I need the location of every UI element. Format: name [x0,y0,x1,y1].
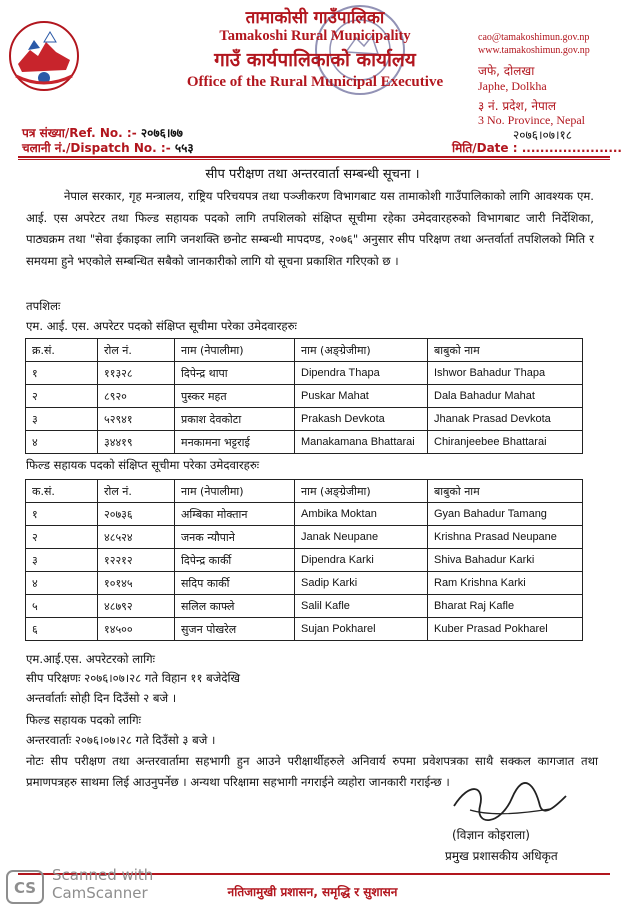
mis-interview-time: अन्तर्वार्ताः सोही दिन दिउँसो २ बजे । [26,691,177,705]
field-interview-time: अन्तरवार्ताः २०७६।०७।२८ गते दिउँसो ३ बजे । [26,733,216,747]
header-english-office: Office of the Rural Municipal Executive [186,74,444,90]
notice-body-paragraph: नेपाल सरकार, गृह मन्त्रालय, राष्ट्रिय परिचयपत्र तथा पञ्जीकरण विभागबाट यस तामाकोशी गाउँपालिकाको लागि आवश्यक एम. आई. एस अपरेटर तथा फिल्ड सहायक पदको लागि तपशिलको संक्षिप्त सूचीमा रहेका उमेदवारहरुको विभागबाट जारी निर्देशिका, पाठ्यक्रम तथा "सेवा ईकाइका लागि जनशक्ति छनोट सम्बन्धी मापदण्ड, २०७६" अनुसार सीप परिक्षण तथा अन्तर्वार्ता तपशिलको मिति र समयमा हुने भएकोले सम्बन्धित सबैको जानकारीको लागि यो सूचना प्रकाशित गरिएको छ । [26,189,594,268]
table-header-cell: नाम (नेपालीमा) [175,339,295,362]
header-nepali-office: गाउँ कार्यपालिकाको कार्यालय [214,49,416,71]
table-header-cell: नाम (अङ्ग्रेजीमा) [295,339,428,362]
header-divider-thin [18,159,610,160]
table-cell: मनकामना भट्टराई [175,431,295,454]
table-row [26,503,583,526]
table-cell: ११३२८ [98,362,175,385]
table-cell: १०१४५ [98,572,175,595]
table-cell: ४ [26,431,98,454]
table-cell: Gyan Bahadur Tamang [428,503,583,526]
table-row [26,572,583,595]
header-english-municipality: Tamakoshi Rural Municipality [219,28,411,44]
table-cell: ४८७९२ [98,595,175,618]
table-header-row [26,339,583,362]
header-nepali-municipality: तामाकोसी गाउँपालिका [245,8,385,28]
signatory-title: प्रमुख प्रशासकीय अधिकृत [445,849,558,863]
table-cell: Bharat Raj Kafle [428,595,583,618]
table-cell: प्रकाश देवकोटा [175,408,295,431]
table-cell: ३ [26,408,98,431]
table-cell: Ram Krishna Karki [428,572,583,595]
address-english-line2: 3 No. Province, Nepal [478,113,585,127]
table-cell: पुस्कर महत [175,385,295,408]
table-header-cell: रोल नं. [98,480,175,503]
table-cell: ५ [26,595,98,618]
table-cell: Kuber Prasad Pokharel [428,618,583,641]
table-header-cell: क्र.सं. [26,339,98,362]
field-assistant-table-title: फिल्ड सहायक पदको संक्षिप्त सूचीमा परेका उमेदवारहरुः [26,458,260,472]
header-divider [18,156,610,158]
table-cell: सुजन पोखरेल [175,618,295,641]
table-cell: ८९२० [98,385,175,408]
table-cell: २ [26,385,98,408]
table-row [26,362,583,385]
table-cell: Dipendra Thapa [295,362,428,385]
mis-schedule-heading: एम.आई.एस. अपरेटरको लागिः [26,652,155,666]
table-cell: १२२१२ [98,549,175,572]
table-header-cell: क.सं. [26,480,98,503]
table-header-cell: बाबुको नाम [428,339,583,362]
table-row [26,408,583,431]
table-cell: दिपेन्द्र थापा [175,362,295,385]
table-header-row [26,480,583,503]
table-cell: Salil Kafle [295,595,428,618]
table-cell: ५२९४१ [98,408,175,431]
date-label: मिति/Date : ...................... [452,141,622,155]
camscanner-badge-text: CS [13,879,37,897]
handwritten-date: २०७६।०७।१८ [513,128,573,142]
table-cell: सलिल काफ्ले [175,595,295,618]
scanner-watermark-line2: CamScanner [52,884,148,902]
field-schedule-heading: फिल्ड सहायक पदको लागिः [26,713,142,727]
table-cell: Puskar Mahat [295,385,428,408]
table-cell: Sadip Karki [295,572,428,595]
table-cell: Ambika Moktan [295,503,428,526]
table-cell: १ [26,503,98,526]
table-cell: Dipendra Karki [295,549,428,572]
footer-slogan: नतिजामुखी प्रशासन, समृद्धि र सुशासन [227,885,398,899]
signatory-name: (विज्ञान कोइराला) [452,828,530,842]
table-cell: Chiranjeebee Bhattarai [428,431,583,454]
table-cell: अम्बिका मोक्तान [175,503,295,526]
table-row [26,549,583,572]
table-cell: १ [26,362,98,385]
table-header-cell: नाम (नेपालीमा) [175,480,295,503]
table-header-cell: बाबुको नाम [428,480,583,503]
table-cell: Manakamana Bhattarai [295,431,428,454]
dispatch-number [22,139,194,156]
contact-email: cao@tamakoshimun.gov.np [478,32,590,43]
table-header-cell: नाम (अङ्ग्रेजीमा) [295,480,428,503]
table-cell: Shiva Bahadur Karki [428,549,583,572]
address-nepali-line1: जफे, दोलखा [478,64,535,78]
table-cell: ४८५२४ [98,526,175,549]
details-label: तपशिलः [26,299,61,313]
table-cell: सदिप कार्की [175,572,295,595]
table-row [26,431,583,454]
address-english-line1: Japhe, Dolkha [478,79,547,93]
table-cell: दिपेन्द्र कार्की [175,549,295,572]
notice-subject: सीप परीक्षण तथा अन्तरवार्ता सम्बन्धी सूचना । [205,167,420,182]
table-cell: ६ [26,618,98,641]
mis-skill-test-time: सीप परिक्षणः २०७६।०७।२८ गते विहान ११ बजेदेखि [26,671,241,685]
table-header-cell: रोल नं. [98,339,175,362]
notice-note: नोटः सीप परीक्षण तथा अन्तरवार्तामा सहभागी हुन आउने परीक्षार्थीहरुले अनिवार्य रुपमा प्रवेशपत्रका साथै सक्कल कागजात तथा प्रमाणपत्रहरु साथमा लिई आउनुपर्नेछ । अन्यथा परिक्षामा सहभागी नगराईने व्यहोरा जानकारी गराईन्छ । [26,754,598,789]
table-row [26,618,583,641]
ref-label: पत्र संख्या/Ref. No. :- [22,126,137,140]
mis-operator-candidates-table [25,338,583,454]
table-cell: ४ [26,572,98,595]
table-cell: Sujan Pokharel [295,618,428,641]
table-cell: Jhanak Prasad Devkota [428,408,583,431]
table-cell: Dala Bahadur Mahat [428,385,583,408]
table-cell: Janak Neupane [295,526,428,549]
table-cell: ३ [26,549,98,572]
table-row [26,595,583,618]
mis-table-title: एम. आई. एस. अपरेटर पदको संक्षिप्त सूचीमा परेका उमेदवारहरुः [26,319,297,333]
table-cell: Krishna Prasad Neupane [428,526,583,549]
camscanner-logo-icon [6,870,44,904]
table-cell: Prakash Devkota [295,408,428,431]
table-cell: २०७३६ [98,503,175,526]
table-cell: २ [26,526,98,549]
table-cell: Ishwor Bahadur Thapa [428,362,583,385]
address-nepali-line2: ३ नं. प्रदेश, नेपाल [478,99,557,113]
table-cell: जनक न्यौपाने [175,526,295,549]
ref-value: २०७६।७७ [140,126,183,140]
scanner-watermark-line1: Scanned with [52,866,154,884]
dispatch-label: चलानी नं./Dispatch No. :- [22,141,171,155]
field-assistant-candidates-table [25,479,583,641]
nepal-emblem-logo [8,20,80,92]
table-row [26,526,583,549]
contact-website: www.tamakoshimun.gov.np [478,45,590,56]
table-cell: १४५०० [98,618,175,641]
table-row [26,385,583,408]
table-cell: ३४४१९ [98,431,175,454]
dispatch-value: ५५३ [174,141,194,155]
